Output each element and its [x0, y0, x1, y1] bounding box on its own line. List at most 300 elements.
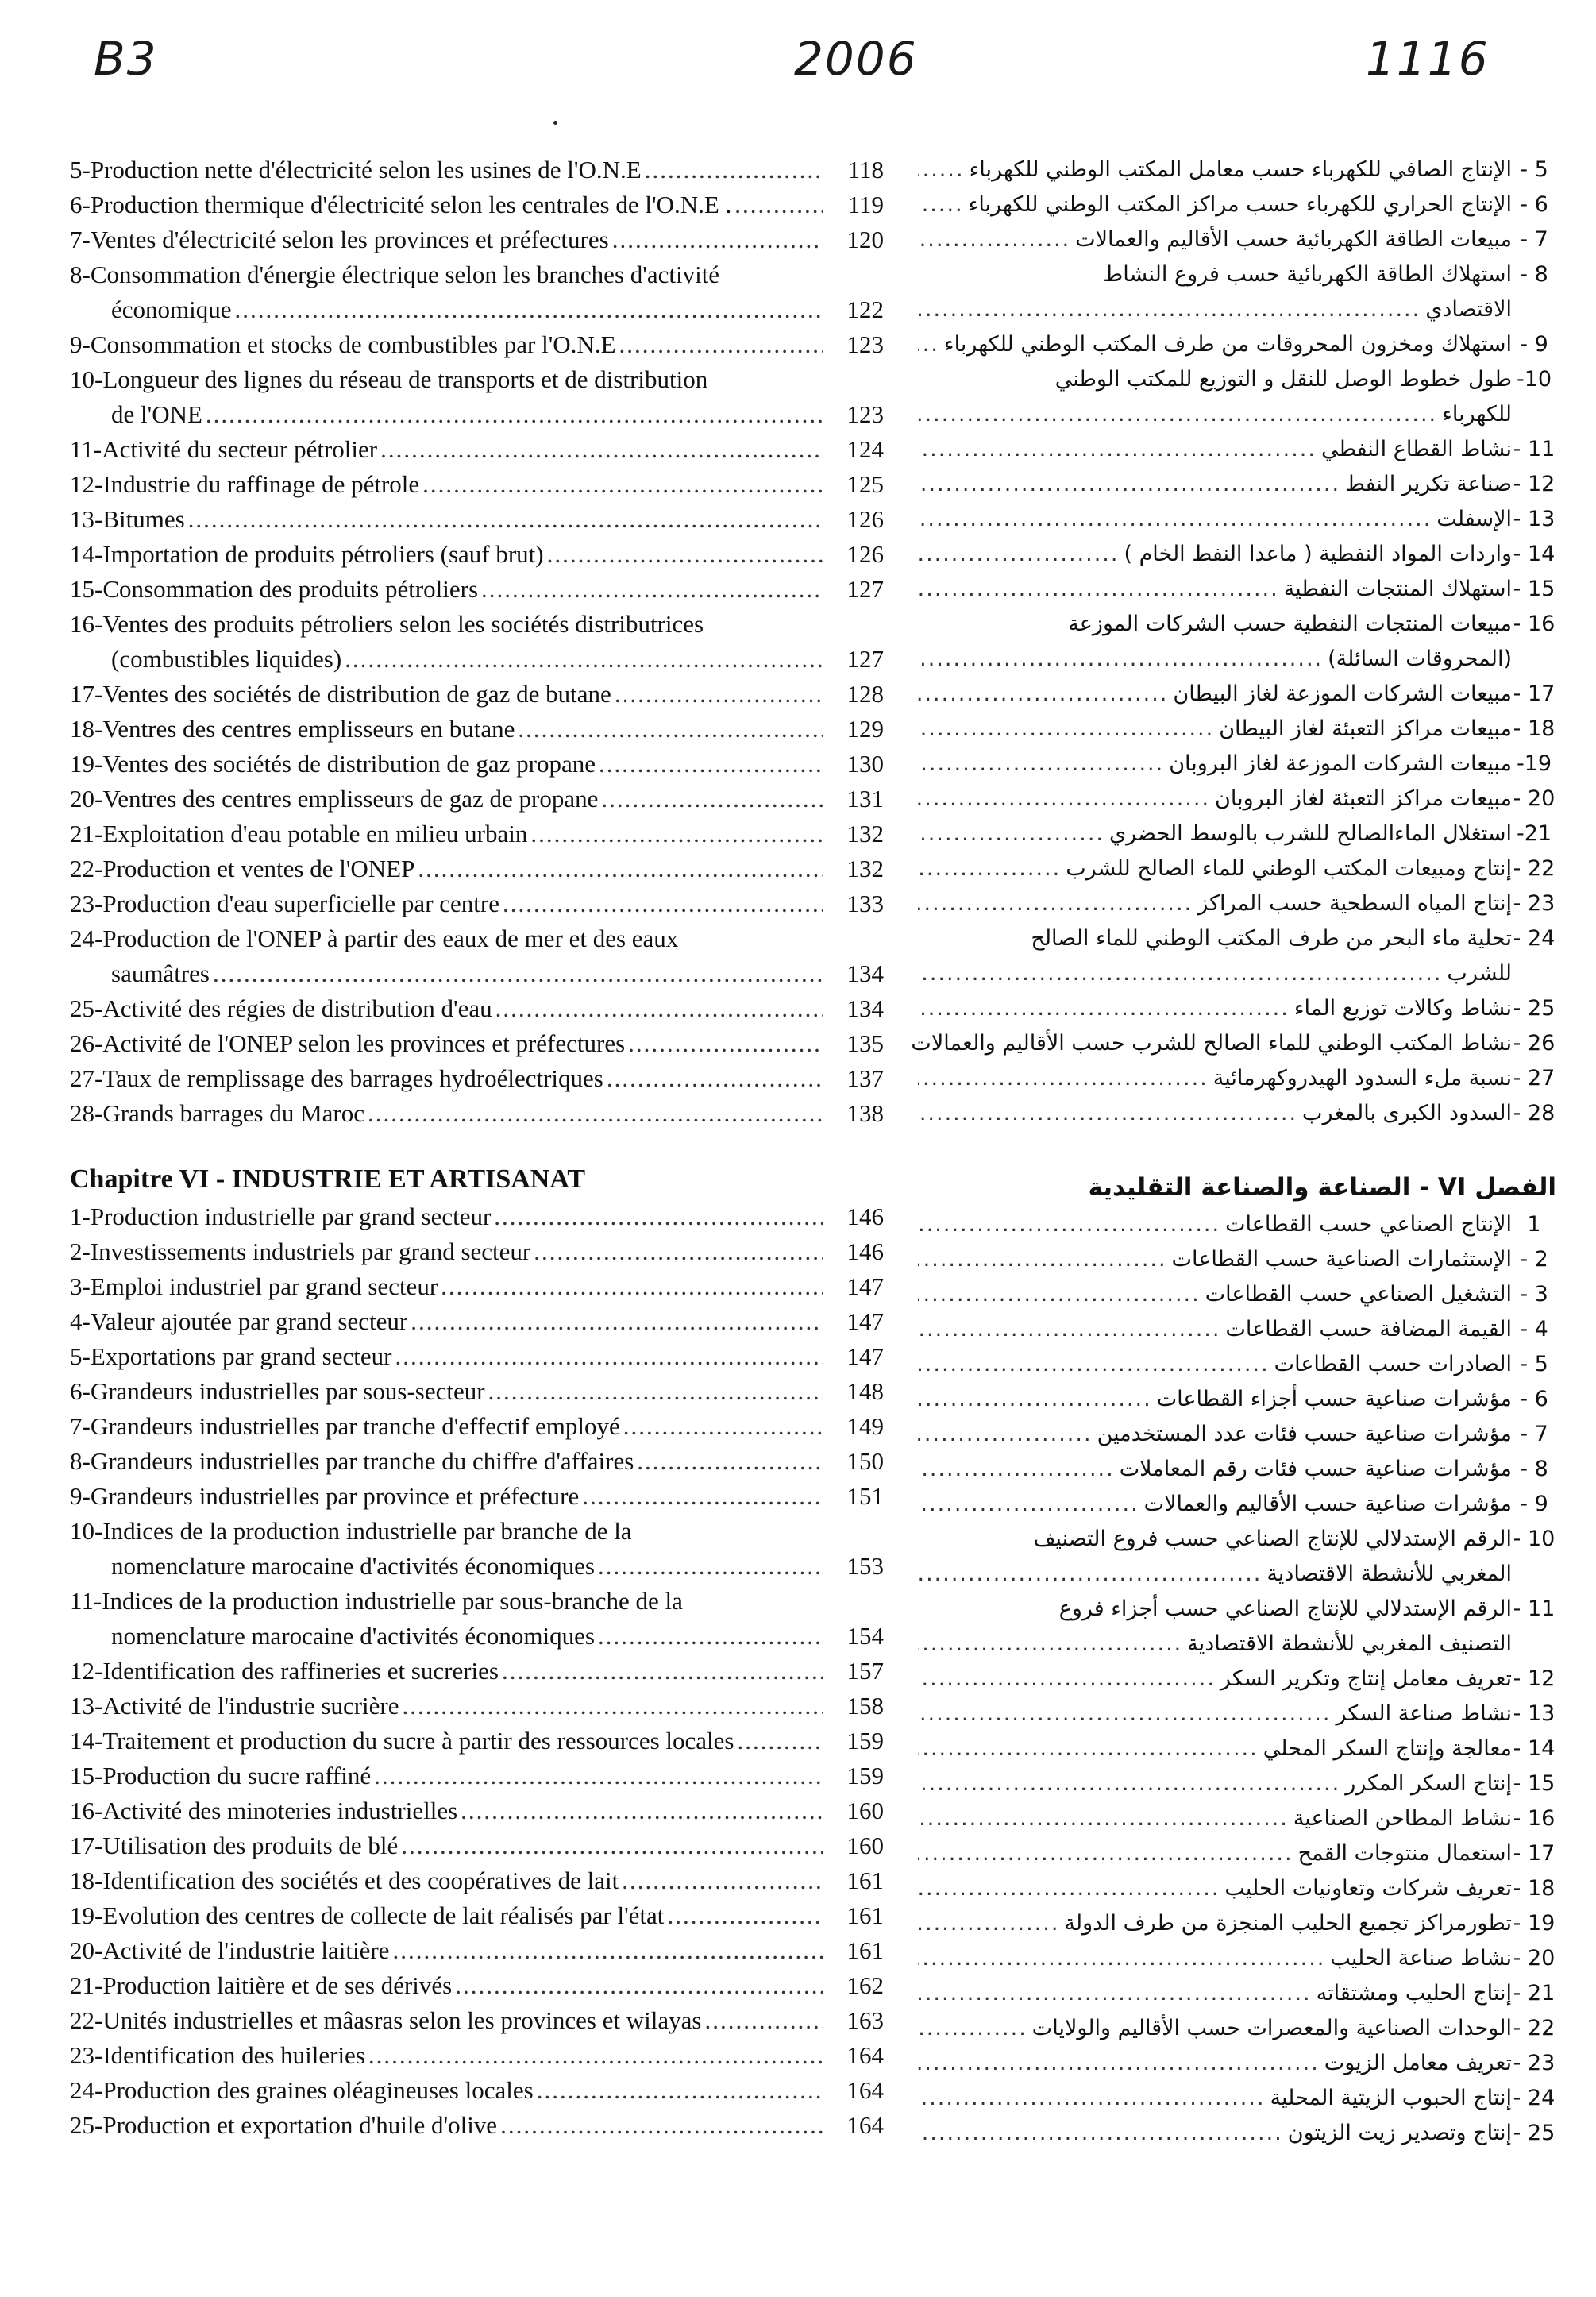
toc-entry-title: Consommation et stocks de combustibles par l'O.N.E [90, 330, 616, 358]
toc-entry-page: 159 [846, 1727, 884, 1755]
toc-entry-line [70, 747, 884, 782]
toc-entry-line [70, 956, 884, 991]
dot-leader [615, 677, 823, 712]
toc-entry-title: Identification des raffineries et sucreries [102, 1657, 499, 1685]
toc-entry [70, 222, 884, 257]
dot-leader [918, 502, 1432, 537]
handwritten-note-right: 1116 [1366, 32, 1490, 86]
french-table-of-contents [70, 152, 884, 2143]
toc-entry-page: 160 [846, 1797, 884, 1824]
toc-entry-number: 19- [1516, 751, 1552, 776]
toc-entry-title: Grands barrages du Maroc [102, 1099, 365, 1127]
toc-entry [70, 2003, 884, 2038]
toc-entry-number: 27 - [1513, 1066, 1556, 1091]
toc-entry-line [913, 257, 1556, 292]
toc-entry-title: نسبة ملء السدود الهيدروكهرمائية [1212, 1066, 1512, 1091]
toc-entry-title: Exportations par grand secteur [90, 1342, 392, 1370]
toc-entry-title: نشاط المكتب الوطني للماء الصالح للشرب حسب الأقاليم والعمالات [911, 1031, 1512, 1056]
toc-entry-number: 24- [70, 925, 103, 952]
toc-entry-line [70, 2108, 884, 2143]
toc-entry-title: إنتاج ومبيعات المكتب الوطني للماء الصالح للشرب [1066, 856, 1512, 881]
dot-leader [918, 782, 1210, 816]
toc-entry-number: 25 - [1513, 996, 1556, 1021]
toc-entry-title: واردات المواد النفطية ( ماعدا النفط الخام ) [1124, 542, 1512, 566]
toc-entry-arabic [913, 1026, 1556, 1061]
toc-entry-line [70, 991, 884, 1026]
french-section-energy [70, 152, 884, 1131]
toc-entry-title: Ventes des sociétés de distribution de gaz de butane [102, 680, 611, 708]
toc-entry [70, 1234, 884, 1269]
toc-entry-arabic [913, 1452, 1556, 1487]
dot-leader [582, 1479, 823, 1514]
toc-entry-number: 15 - [1513, 1771, 1556, 1796]
toc-entry [70, 152, 884, 187]
toc-entry-page: 133 [846, 890, 884, 917]
dot-leader [368, 1096, 823, 1131]
toc-entry-page: 126 [846, 505, 884, 533]
toc-entry-number: 18- [70, 715, 103, 743]
toc-entry-title: التصنيف المغربي للأنشطة الاقتصادية [1187, 1631, 1512, 1656]
toc-entry-title: الاقتصادي [1425, 297, 1512, 322]
toc-entry-title: Activité de l'industrie laitière [102, 1936, 390, 1964]
toc-entry-line [70, 152, 884, 187]
toc-entry-line [913, 1627, 1556, 1662]
toc-entry-line [913, 222, 1556, 257]
toc-entry-line [70, 1619, 884, 1654]
toc-entry-line [913, 782, 1556, 816]
toc-entry-line [70, 1061, 884, 1096]
toc-entry-line [70, 2038, 884, 2073]
toc-entry-number: 8 - [1520, 1457, 1548, 1481]
toc-entry-number: 18 - [1513, 1876, 1556, 1901]
toc-entry-number: 22- [70, 855, 103, 882]
toc-entry [70, 257, 884, 327]
toc-entry-line [70, 642, 884, 677]
toc-entry-title: استهلاك الطاقة الكهربائية حسب فروع النشاط [1103, 262, 1512, 287]
toc-entry-arabic [913, 1871, 1556, 1906]
toc-entry-number: 9 - [1520, 1492, 1548, 1516]
dot-leader [918, 152, 965, 187]
toc-entry-line [913, 2081, 1556, 2116]
toc-entry-title: (المحروقات السائلة) [1328, 647, 1512, 671]
dot-leader [598, 1549, 823, 1584]
dot-leader [918, 1836, 1293, 1871]
toc-entry-title: Production laitière et de ses dérivés [102, 1971, 453, 1999]
toc-entry-number: 23- [70, 890, 103, 917]
toc-entry-page: 123 [846, 330, 884, 358]
toc-entry-line [70, 1933, 884, 1968]
toc-entry-arabic [913, 572, 1556, 607]
toc-entry-line [913, 397, 1556, 432]
toc-entry [70, 1584, 884, 1654]
toc-entry-line [913, 1766, 1556, 1801]
toc-entry-title: Identification des huileries [102, 2041, 365, 2069]
toc-entry-line [70, 327, 884, 362]
toc-entry-number: 5 - [1520, 157, 1548, 182]
toc-entry-arabic [913, 152, 1556, 187]
toc-entry-line [70, 886, 884, 921]
toc-entry-page: 128 [846, 680, 884, 708]
toc-entry-arabic [913, 1522, 1556, 1592]
arabic-section-energy [913, 152, 1556, 1131]
toc-entry [70, 1304, 884, 1339]
toc-entry-title: Evolution des centres de collecte de lait réalisés par l'état [102, 1901, 665, 1929]
toc-entry-arabic [913, 782, 1556, 816]
toc-entry-title: Traitement et production du sucre à partir des ressources locales [102, 1727, 734, 1755]
toc-entry-number: 2 - [1520, 1247, 1548, 1272]
toc-entry-page: 146 [846, 1237, 884, 1265]
toc-entry-line [913, 816, 1556, 851]
arabic-table-of-contents [913, 152, 1556, 2151]
toc-entry-page: 151 [846, 1482, 884, 1510]
handwritten-note-left: B3 [94, 32, 158, 86]
toc-entry-page: 126 [846, 540, 884, 568]
toc-entry-line [913, 956, 1556, 991]
toc-entry-arabic [913, 851, 1556, 886]
toc-entry-page: 158 [846, 1692, 884, 1720]
toc-entry-number: 18 - [1513, 716, 1556, 741]
toc-entry-title: Exploitation d'eau potable en milieu urbain [102, 820, 528, 847]
toc-entry [70, 1933, 884, 1968]
dot-leader [918, 1277, 1201, 1312]
toc-entry-page: 150 [846, 1447, 884, 1475]
dot-leader [188, 502, 823, 537]
toc-entry-title: Activité du secteur pétrolier [102, 435, 378, 463]
toc-entry-line [70, 1584, 884, 1619]
dot-leader [518, 712, 823, 747]
toc-entry [70, 747, 884, 782]
toc-entry-page: 132 [846, 820, 884, 847]
toc-entry-title: Unités industrielles et mâasras selon les provinces et wilayas [102, 2006, 702, 2034]
dot-leader [503, 886, 823, 921]
toc-entry [70, 327, 884, 362]
toc-entry-title: Utilisation des produits de blé [102, 1832, 399, 1859]
toc-entry-number: 21 - [1513, 1981, 1556, 2006]
toc-entry-title: Identification des sociétés et des coopératives de lait [102, 1867, 619, 1894]
toc-entry-title: Valeur ajoutée par grand secteur [90, 1307, 408, 1335]
dot-leader [418, 851, 823, 886]
toc-entry-line [70, 1234, 884, 1269]
toc-entry-number: 25- [70, 2111, 103, 2139]
toc-entry-arabic [913, 1417, 1556, 1452]
dot-leader [918, 1976, 1312, 2011]
toc-entry-title: صناعة تكرير النفط [1345, 472, 1512, 496]
toc-entry-line [70, 1339, 884, 1374]
toc-entry-page: 132 [846, 855, 884, 882]
toc-entry-arabic [913, 1347, 1556, 1382]
toc-entry-line [913, 1382, 1556, 1417]
toc-entry-title: التشغيل الصناعي حسب القطاعات [1205, 1282, 1512, 1307]
toc-entry-page: 134 [846, 959, 884, 987]
toc-entry-number: 11- [70, 1587, 102, 1615]
toc-entry-arabic [913, 1096, 1556, 1131]
toc-entry-number: 3- [70, 1272, 91, 1300]
toc-entry-title: Grandeurs industrielles par sous-secteur [90, 1377, 485, 1405]
toc-entry-number: 8- [70, 261, 91, 288]
dot-leader [530, 816, 823, 851]
toc-entry-line [70, 1724, 884, 1758]
toc-entry-number: 10 - [1513, 1527, 1556, 1551]
toc-entry [70, 1199, 884, 1234]
dot-leader [495, 991, 823, 1026]
dot-leader [667, 1898, 823, 1933]
toc-entry-number: 23- [70, 2041, 103, 2069]
toc-entry-page: 131 [846, 785, 884, 813]
toc-entry-title: Ventes des produits pétroliers selon les sociétés distributrices [102, 610, 704, 638]
toc-entry-title: Production industrielle par grand secteur [90, 1203, 492, 1230]
toc-entry-line [70, 1304, 884, 1339]
toc-entry-arabic [913, 1662, 1556, 1697]
toc-entry-line [70, 1479, 884, 1514]
toc-entry-title: Production thermique d'électricité selon les centrales de l'O.N.E . [90, 191, 732, 218]
toc-entry-line [913, 187, 1556, 222]
toc-entry-title: الإنتاج الصافي للكهرباء حسب معامل المكتب الوطني للكهرباء [969, 157, 1512, 182]
toc-entry-line [70, 222, 884, 257]
toc-entry-number: 22 - [1513, 856, 1556, 881]
toc-entry [70, 712, 884, 747]
dot-leader [637, 1444, 823, 1479]
toc-entry-arabic [913, 1941, 1556, 1976]
toc-entry-number: 7- [70, 226, 91, 253]
toc-entry-line [70, 816, 884, 851]
toc-entry-title: مؤشرات صناعية حسب فئات رقم المعاملات [1119, 1457, 1512, 1481]
dot-leader [380, 432, 823, 467]
toc-entry-number: 4- [70, 1307, 91, 1335]
toc-entry-number: 12 - [1513, 1666, 1556, 1691]
toc-entry-title: للكهرباء [1442, 402, 1512, 427]
toc-entry-number: 20- [70, 785, 103, 813]
toc-entry-title: إنتاج الحبوب الزيتية المحلية [1270, 2086, 1512, 2110]
toc-entry [70, 1724, 884, 1758]
toc-entry-line [70, 1269, 884, 1304]
toc-entry-line [70, 397, 884, 432]
dot-leader [345, 642, 823, 677]
toc-entry-number: 11- [70, 435, 102, 463]
toc-entry-number: 9- [70, 1482, 91, 1510]
toc-entry-title: Indices de la production industrielle par sous-branche de la [102, 1587, 683, 1615]
toc-entry-page: 149 [846, 1412, 884, 1440]
dot-leader [918, 1557, 1262, 1592]
toc-entry-arabic [913, 1766, 1556, 1801]
toc-entry-page: 161 [846, 1867, 884, 1894]
dot-leader [737, 1724, 823, 1758]
toc-entry-line [913, 1277, 1556, 1312]
dot-leader [918, 1096, 1297, 1131]
toc-entry-number: 16 - [1513, 1806, 1556, 1831]
toc-entry [70, 1758, 884, 1793]
toc-entry [70, 2073, 884, 2108]
toc-entry-arabic [913, 1207, 1556, 1242]
toc-entry-line [913, 1417, 1556, 1452]
dot-leader [401, 1828, 823, 1863]
toc-entry [70, 1863, 884, 1898]
toc-entry-arabic [913, 1801, 1556, 1836]
dot-leader [918, 1662, 1216, 1697]
toc-entry-line [913, 1026, 1556, 1061]
toc-entry-line [913, 1061, 1556, 1096]
handwritten-year: 2006 [794, 32, 918, 86]
dot-leader [598, 1619, 823, 1654]
toc-entry-number: 7- [70, 1412, 91, 1440]
toc-entry-number: 20 - [1513, 786, 1556, 811]
toc-entry-title: نشاط وكالات توزيع الماء [1293, 996, 1512, 1021]
toc-entry-page: 123 [846, 400, 884, 428]
dot-leader [918, 397, 1437, 432]
toc-entry-line [70, 782, 884, 816]
toc-entry-page: 147 [846, 1307, 884, 1335]
toc-entry-arabic [913, 712, 1556, 747]
toc-entry-number: 9- [70, 330, 91, 358]
toc-entry-title: مبيعات الطاقة الكهربائية حسب الأقاليم والعمالات [1075, 227, 1512, 252]
toc-entry-number: 12- [70, 1657, 103, 1685]
toc-entry-page: 138 [846, 1099, 884, 1127]
toc-entry-title: تطورمراكز تجميع الحليب المنجزة من طرف الدولة [1064, 1911, 1512, 1936]
toc-entry-line [913, 572, 1556, 607]
toc-entry-title: الرقم الإستدلالي للإنتاج الصناعي حسب أجزاء فروع [1058, 1596, 1512, 1621]
toc-entry-number: 5- [70, 156, 91, 183]
toc-entry-line [70, 1514, 884, 1549]
toc-entry [70, 886, 884, 921]
toc-entry-number: 14- [70, 540, 103, 568]
toc-entry-line [913, 1096, 1556, 1131]
toc-entry-title: إنتاج وتصدير زيت الزيتون [1287, 2121, 1512, 2145]
toc-entry-title: Ventes des sociétés de distribution de gaz propane [102, 750, 596, 778]
dot-leader [494, 1199, 823, 1234]
toc-entry-number: 1- [70, 1203, 91, 1230]
toc-entry-number: 13 - [1513, 507, 1556, 531]
toc-entry-line [70, 712, 884, 747]
toc-entry [70, 1828, 884, 1863]
toc-entry-title: مؤشرات صناعية حسب الأقاليم والعمالات [1143, 1492, 1512, 1516]
toc-entry-line [913, 1976, 1556, 2011]
toc-entry-title: nomenclature marocaine d'activités économiques [111, 1622, 595, 1650]
toc-entry [70, 816, 884, 851]
toc-entry [70, 432, 884, 467]
toc-entry-number: 13- [70, 505, 103, 533]
toc-entry-line [70, 502, 884, 537]
toc-entry-title: Industrie du raffinage de pétrole [102, 470, 420, 498]
toc-entry-line [913, 607, 1556, 642]
toc-entry-line [913, 921, 1556, 956]
toc-entry-line [70, 1374, 884, 1409]
toc-entry-title: Ventes d'électricité selon les provinces et préfectures [90, 226, 609, 253]
dot-leader [918, 1941, 1325, 1976]
dot-leader [918, 642, 1323, 677]
toc-entry-number: 8 - [1520, 262, 1548, 287]
dot-leader [455, 1968, 823, 2003]
dot-leader [918, 537, 1119, 572]
dot-leader [500, 2108, 823, 2143]
toc-entry-arabic [913, 677, 1556, 712]
toc-entry-number: 24 - [1513, 2086, 1556, 2110]
toc-entry-page: 120 [846, 226, 884, 253]
toc-entry-arabic [913, 362, 1556, 432]
toc-entry-number: 26- [70, 1029, 103, 1057]
toc-entry-line [70, 467, 884, 502]
toc-entry-title: إنتاج الحليب ومشتقاته [1316, 1981, 1512, 2006]
dot-leader [918, 1061, 1209, 1096]
toc-entry-number: 7 - [1520, 227, 1548, 252]
toc-entry-title: Ventres des centres emplisseurs en butane [102, 715, 515, 743]
toc-entry-line [913, 886, 1556, 921]
toc-entry [70, 1898, 884, 1933]
toc-entry-number: 4 - [1520, 1317, 1548, 1342]
toc-entry-title: Investissements industriels par grand secteur [90, 1237, 531, 1265]
dot-leader [918, 851, 1061, 886]
toc-entry-page: 157 [846, 1657, 884, 1685]
toc-entry-number: 21- [70, 820, 103, 847]
toc-entry-arabic [913, 327, 1556, 362]
toc-entry-page: 147 [846, 1272, 884, 1300]
toc-entry-title: Bitumes [102, 505, 185, 533]
dot-leader [918, 816, 1104, 851]
toc-entry-arabic [913, 222, 1556, 257]
toc-entry-title: مبيعات الشركات الموزعة لغاز البروبان [1169, 751, 1512, 776]
toc-entry-number: 23 - [1513, 2051, 1556, 2075]
toc-entry-number: 19- [70, 1901, 103, 1929]
toc-entry-page: 127 [846, 575, 884, 603]
toc-entry-number: 28- [70, 1099, 103, 1127]
toc-entry-title: الإستثمارات الصناعية حسب القطاعات [1171, 1247, 1512, 1272]
dot-leader [411, 1304, 823, 1339]
french-section-industry [70, 1199, 884, 2143]
dot-leader [918, 222, 1070, 257]
toc-entry-arabic [913, 467, 1556, 502]
toc-entry [70, 1654, 884, 1689]
toc-entry-number: 8- [70, 1447, 91, 1475]
toc-entry-title: تعريف شركات وتعاونيات الحليب [1224, 1876, 1512, 1901]
dot-leader [392, 1933, 823, 1968]
dot-leader [918, 956, 1442, 991]
toc-entry-title: Production de l'ONEP à partir des eaux de mer et des eaux [102, 925, 679, 952]
toc-entry-page: 154 [846, 1622, 884, 1650]
toc-entry-title: نشاط المطاحن الصناعية [1293, 1806, 1512, 1831]
dot-leader [918, 467, 1340, 502]
toc-entry-title: الرقم الإستدلالي للإنتاج الصناعي حسب فروع التصنيف [1033, 1527, 1512, 1551]
toc-entry [70, 677, 884, 712]
toc-entry-title: استغلال الماءالصالح للشرب بالوسط الحضري [1109, 821, 1512, 846]
toc-entry-title: Grandeurs industrielles par tranche d'effectif employé [90, 1412, 620, 1440]
toc-entry-page: 153 [846, 1552, 884, 1580]
toc-entry-line [70, 292, 884, 327]
toc-entry-title: تعريف معامل الزيوت [1324, 2051, 1512, 2075]
toc-entry [70, 607, 884, 677]
toc-entry-title: الإسفلت [1436, 507, 1512, 531]
dot-leader [422, 467, 823, 502]
toc-entry-line [70, 2003, 884, 2038]
toc-entry-number: 24- [70, 2076, 103, 2104]
ink-dot [553, 121, 557, 125]
dot-leader [918, 1452, 1115, 1487]
toc-entry-line [70, 1863, 884, 1898]
toc-entry [70, 991, 884, 1026]
dot-leader [368, 2038, 823, 2073]
dot-leader [918, 187, 964, 222]
french-chapter-title: Chapitre VI - INDUSTRIE ET ARTISANAT [70, 1164, 586, 1194]
toc-entry-title: Production et ventes de l'ONEP [102, 855, 415, 882]
toc-entry-page: 122 [846, 295, 884, 323]
toc-entry [70, 1374, 884, 1409]
toc-entry-title: تعريف معامل إنتاج وتكرير السكر [1220, 1666, 1512, 1691]
toc-entry-number: 17 - [1513, 681, 1556, 706]
toc-entry-line [70, 187, 884, 222]
toc-entry-title: إنتاج المياه السطحية حسب المراكز [1197, 891, 1512, 916]
toc-entry-arabic [913, 1592, 1556, 1662]
toc-entry-title: Consommation d'énergie électrique selon les branches d'activité [90, 261, 720, 288]
dot-leader [918, 1242, 1167, 1277]
toc-entry-line [70, 1096, 884, 1131]
toc-entry-number: 7 - [1520, 1422, 1548, 1446]
